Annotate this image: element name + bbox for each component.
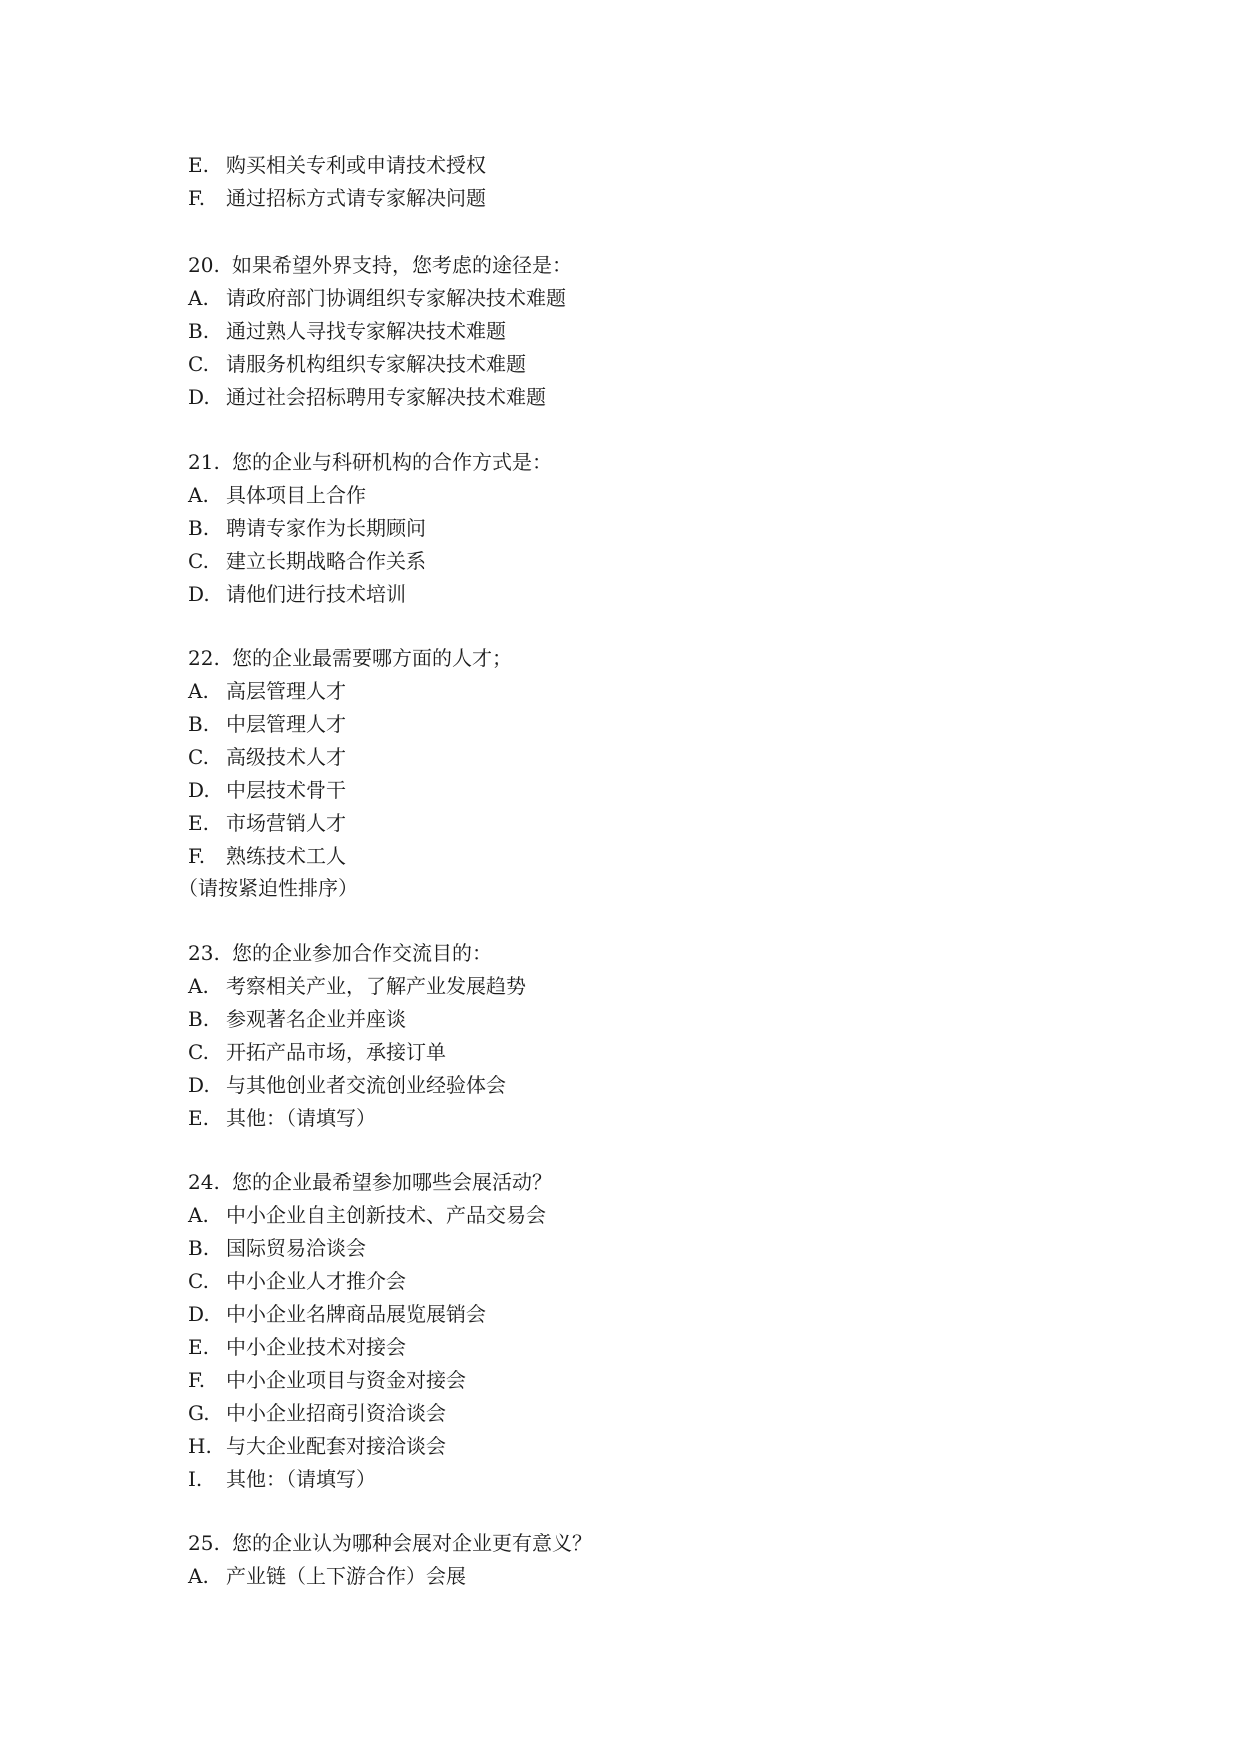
option-label: D. bbox=[188, 385, 210, 409]
q20-option-a bbox=[188, 283, 566, 313]
q21-option-d bbox=[188, 579, 406, 609]
option-label: C. bbox=[188, 745, 209, 769]
option-label: I. bbox=[188, 1467, 203, 1491]
option-label: E. bbox=[188, 811, 209, 835]
option-text: 中小企业技术对接会 bbox=[226, 1335, 406, 1359]
q24-question bbox=[188, 1167, 552, 1197]
option-text: 产业链（上下游合作）会展 bbox=[226, 1564, 466, 1588]
q24-option-f bbox=[188, 1365, 466, 1395]
q22-option-c bbox=[188, 742, 346, 772]
q22-option-f bbox=[188, 841, 346, 871]
question-number: 24. bbox=[188, 1170, 220, 1194]
question-number: 22. bbox=[188, 646, 220, 670]
option-text: 请政府部门协调组织专家解决技术难题 bbox=[226, 286, 566, 310]
q20-option-b bbox=[188, 316, 506, 346]
question-text: 您的企业认为哪种会展对企业更有意义？ bbox=[232, 1531, 592, 1555]
option-text: 通过社会招标聘用专家解决技术难题 bbox=[226, 385, 546, 409]
q24-option-b bbox=[188, 1233, 366, 1263]
option-text: 其他：（请填写） bbox=[226, 1106, 376, 1130]
q19-option-e bbox=[188, 150, 486, 180]
q24-option-d bbox=[188, 1299, 486, 1329]
option-text: 中层管理人才 bbox=[226, 712, 346, 736]
option-label: B. bbox=[188, 1007, 210, 1031]
option-text: 高层管理人才 bbox=[226, 679, 346, 703]
option-label: B. bbox=[188, 1236, 210, 1260]
question-number: 20. bbox=[188, 253, 220, 277]
option-text: 开拓产品市场，承接订单 bbox=[226, 1040, 446, 1064]
option-label: F. bbox=[188, 844, 206, 868]
q24-option-e bbox=[188, 1332, 406, 1362]
option-label: C. bbox=[188, 549, 209, 573]
option-label: C. bbox=[188, 1040, 209, 1064]
option-text: 通过招标方式请专家解决问题 bbox=[226, 186, 486, 210]
option-label: A. bbox=[188, 679, 209, 703]
q21-option-c bbox=[188, 546, 426, 576]
option-label: C. bbox=[188, 1269, 209, 1293]
option-text: 购买相关专利或申请技术授权 bbox=[226, 153, 486, 177]
option-text: 请服务机构组织专家解决技术难题 bbox=[226, 352, 526, 376]
option-label: F. bbox=[188, 186, 206, 210]
option-label: C. bbox=[188, 352, 209, 376]
question-number: 21. bbox=[188, 450, 220, 474]
option-text: 聘请专家作为长期顾问 bbox=[226, 516, 426, 540]
option-text: 中小企业招商引资洽谈会 bbox=[226, 1401, 446, 1425]
question-text: 您的企业参加合作交流目的： bbox=[232, 941, 492, 965]
option-text: 与大企业配套对接洽谈会 bbox=[226, 1434, 446, 1458]
option-label: A. bbox=[188, 1203, 209, 1227]
q25-option-a bbox=[188, 1561, 466, 1591]
q22-note: （请按紧迫性排序） bbox=[178, 876, 358, 900]
q24-option-c bbox=[188, 1266, 406, 1296]
option-label: B. bbox=[188, 712, 210, 736]
q24-option-g bbox=[188, 1398, 446, 1428]
option-text: 建立长期战略合作关系 bbox=[226, 549, 426, 573]
q24-option-a bbox=[188, 1200, 546, 1230]
option-text: 其他：（请填写） bbox=[226, 1467, 376, 1491]
q25-question bbox=[188, 1528, 592, 1558]
option-text: 考察相关产业，了解产业发展趋势 bbox=[226, 974, 526, 998]
q22-option-b bbox=[188, 709, 346, 739]
option-text: 中层技术骨干 bbox=[226, 778, 346, 802]
option-label: B. bbox=[188, 516, 210, 540]
option-text: 国际贸易洽谈会 bbox=[226, 1236, 366, 1260]
option-text: 中小企业人才推介会 bbox=[226, 1269, 406, 1293]
option-text: 具体项目上合作 bbox=[226, 483, 366, 507]
option-label: A. bbox=[188, 974, 209, 998]
option-label: D. bbox=[188, 1073, 210, 1097]
question-number: 25. bbox=[188, 1531, 220, 1555]
option-text: 中小企业项目与资金对接会 bbox=[226, 1368, 466, 1392]
q22-question bbox=[188, 643, 512, 673]
q23-option-d bbox=[188, 1070, 506, 1100]
option-label: A. bbox=[188, 483, 209, 507]
option-text: 市场营销人才 bbox=[226, 811, 346, 835]
option-label: G. bbox=[188, 1401, 210, 1425]
option-label: E. bbox=[188, 153, 209, 177]
option-text: 与其他创业者交流创业经验体会 bbox=[226, 1073, 506, 1097]
q21-question bbox=[188, 447, 552, 477]
option-text: 中小企业自主创新技术、产品交易会 bbox=[226, 1203, 546, 1227]
q22-option-a bbox=[188, 676, 346, 706]
question-text: 您的企业最希望参加哪些会展活动？ bbox=[232, 1170, 552, 1194]
q23-question bbox=[188, 938, 492, 968]
q23-option-c bbox=[188, 1037, 446, 1067]
q24-option-i bbox=[188, 1464, 376, 1494]
option-label: H. bbox=[188, 1434, 212, 1458]
q20-option-c bbox=[188, 349, 526, 379]
q21-option-b bbox=[188, 513, 426, 543]
option-label: A. bbox=[188, 1564, 209, 1588]
option-text: 熟练技术工人 bbox=[226, 844, 346, 868]
q20-option-d bbox=[188, 382, 546, 412]
question-number: 23. bbox=[188, 941, 220, 965]
option-label: D. bbox=[188, 1302, 210, 1326]
question-text: 您的企业最需要哪方面的人才； bbox=[232, 646, 512, 670]
option-label: B. bbox=[188, 319, 210, 343]
option-label: E. bbox=[188, 1106, 209, 1130]
option-label: D. bbox=[188, 778, 210, 802]
option-text: 请他们进行技术培训 bbox=[226, 582, 406, 606]
q20-question bbox=[188, 250, 572, 280]
option-label: A. bbox=[188, 286, 209, 310]
option-text: 中小企业名牌商品展览展销会 bbox=[226, 1302, 486, 1326]
q24-option-h bbox=[188, 1431, 446, 1461]
q23-option-e bbox=[188, 1103, 376, 1133]
option-text: 通过熟人寻找专家解决技术难题 bbox=[226, 319, 506, 343]
question-text: 您的企业与科研机构的合作方式是： bbox=[232, 450, 552, 474]
q21-option-a bbox=[188, 480, 366, 510]
q19-option-f bbox=[188, 183, 486, 213]
option-label: D. bbox=[188, 582, 210, 606]
q23-option-b bbox=[188, 1004, 406, 1034]
q22-option-d bbox=[188, 775, 346, 805]
option-text: 参观著名企业并座谈 bbox=[226, 1007, 406, 1031]
option-text: 高级技术人才 bbox=[226, 745, 346, 769]
q23-option-a bbox=[188, 971, 526, 1001]
q22-option-e bbox=[188, 808, 346, 838]
option-label: E. bbox=[188, 1335, 209, 1359]
question-text: 如果希望外界支持，您考虑的途径是： bbox=[232, 253, 572, 277]
option-label: F. bbox=[188, 1368, 206, 1392]
